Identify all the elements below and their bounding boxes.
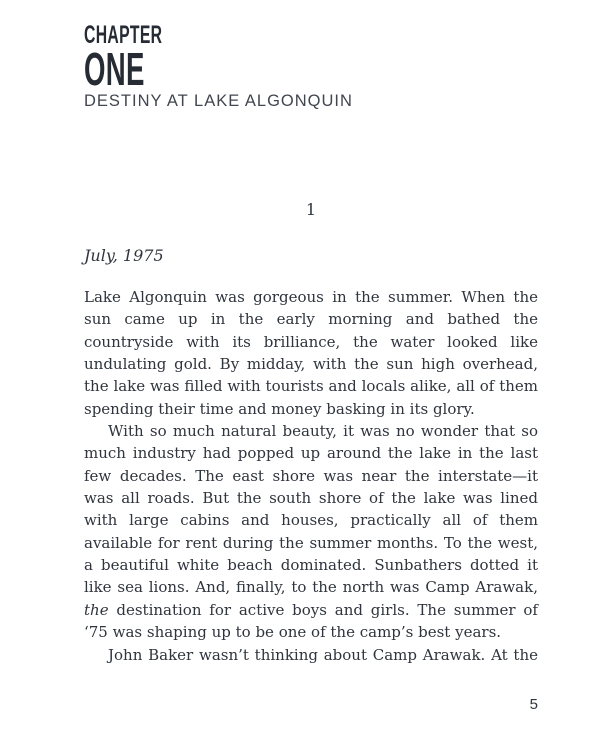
body-text — [84, 286, 538, 666]
dateline: July, 1975 — [84, 246, 164, 265]
section-number: 1 — [305, 200, 317, 219]
chapter-number-word: ONE — [84, 43, 145, 95]
body-paragraph — [84, 420, 538, 643]
chapter-subtitle: DESTINY AT LAKE ALGONQUIN — [84, 92, 353, 110]
body-paragraph — [84, 644, 538, 666]
text-run: Lake Algonquin was gorgeous in the summer. When the sun came up in the early morning and bathed the countryside with its brilliance, the water looked like undulating gold. By midday, with the sun high overhead, the lake was filled with tourists and locals alike, all of them spending their time and money basking in its glory. — [84, 288, 538, 418]
chapter-label: CHAPTER — [84, 21, 163, 49]
page-number: 5 — [529, 696, 538, 713]
italic-run: the — [84, 600, 109, 619]
text-run: With so much natural beauty, it was no wonder that so much industry had popped up around the lake in the last few decades. The east shore was near the interstate—it was all roads. But the south shore of the lake was lined with large cabins and houses, practically all of them available for rent during the summer months. To the west, a beautiful white beach dominated. Sunbathers dotted it like sea lions. And, finally, to the north was Camp Arawak, — [84, 422, 538, 597]
body-paragraph — [84, 286, 538, 420]
text-run: destination for active boys and girls. The summer of ‘75 was shaping up to be one of the camp’s best years. — [84, 600, 538, 642]
text-run: John Baker wasn’t thinking about Camp Arawak. At the — [108, 645, 538, 664]
